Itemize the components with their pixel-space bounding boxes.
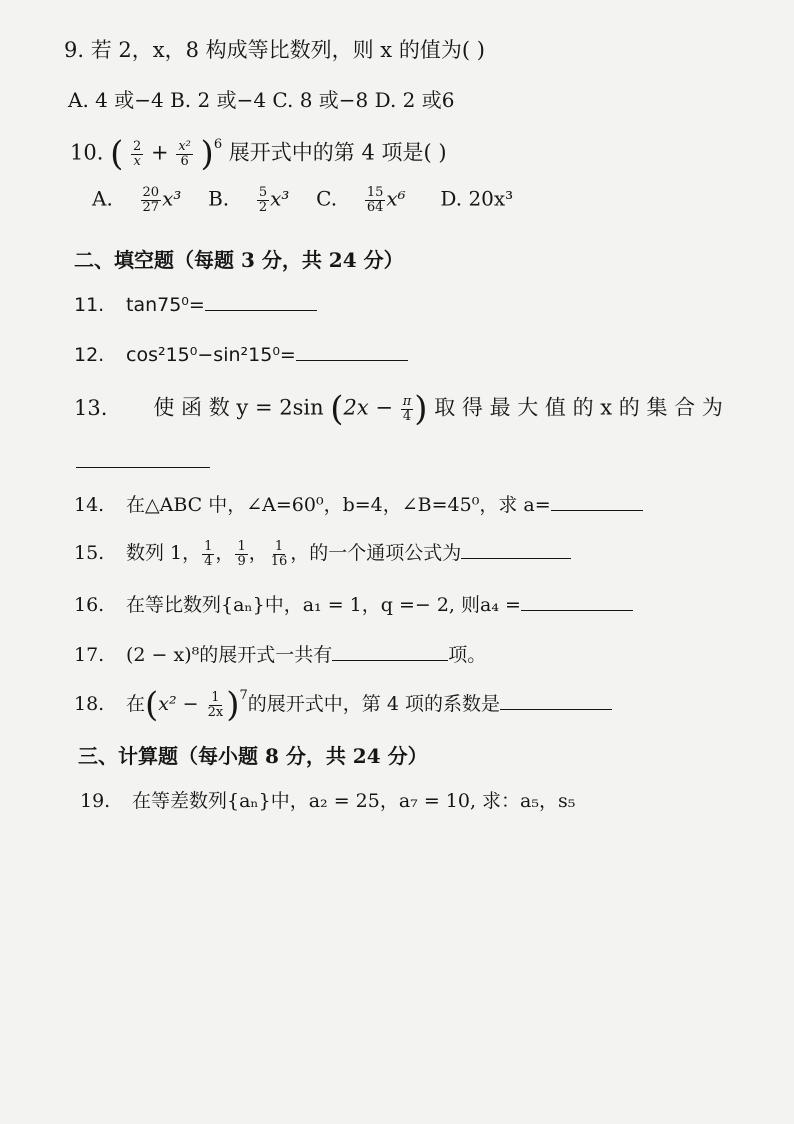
left-paren: ( <box>110 134 124 174</box>
fraction-1-over-4 <box>202 540 214 568</box>
section-3-heading: 三、计算题（每小题 8 分，共 24 分） <box>78 744 428 768</box>
question-18 <box>74 685 612 725</box>
question-17-suffix: 项。 <box>448 644 487 666</box>
numerator: 1 <box>204 539 213 554</box>
exponent: 6 <box>213 137 223 152</box>
exponent: 7 <box>239 688 248 703</box>
section-2-heading: 二、填空题（每题 3 分，共 24 分） <box>74 248 404 272</box>
question-19-number: 19. <box>80 790 111 812</box>
answer-blank[interactable] <box>551 509 643 511</box>
numerator: 15 <box>366 185 384 200</box>
denominator: 2x <box>207 704 224 720</box>
answer-blank[interactable] <box>296 359 408 361</box>
option-c-term: x⁶ <box>386 186 406 211</box>
denominator: 6 <box>180 153 189 169</box>
option-b-term: x³ <box>270 186 290 211</box>
question-17 <box>74 644 486 667</box>
numerator: 20 <box>142 185 160 200</box>
denominator: 64 <box>366 199 384 215</box>
numerator: 2 <box>133 138 142 154</box>
option-b-fraction <box>257 186 269 214</box>
question-10-number: 10. <box>70 140 104 165</box>
question-13-function: 使 函 数 y = 2sin <box>153 395 324 420</box>
question-16-text: 在等比数列{aₙ}中，a₁ = 1，q =− 2, 则a₄ = <box>126 594 521 616</box>
denominator: 2 <box>258 199 268 215</box>
question-13-text: 取 得 最 大 值 的 x 的 集 合 为 <box>434 395 723 420</box>
question-14-text: 在△ABC 中，∠A=60⁰，b=4，∠B=45⁰，求 a= <box>126 494 551 516</box>
answer-blank[interactable] <box>500 708 612 710</box>
question-19 <box>80 790 575 813</box>
left-paren: ( <box>330 389 344 429</box>
question-18-prefix: 在 <box>126 693 146 715</box>
denominator: 16 <box>270 553 288 569</box>
denominator: 4 <box>204 553 213 569</box>
option-a-fraction <box>141 186 162 214</box>
numerator: π <box>402 393 412 409</box>
question-14 <box>74 494 643 517</box>
answer-blank[interactable] <box>521 609 633 611</box>
question-12-number: 12. <box>74 344 105 366</box>
question-19-text: 在等差数列{aₙ}中，a₂ = 25，a₇ = 10, 求：a₅，s₅ <box>132 790 576 812</box>
fraction-x2-over-6 <box>176 140 193 168</box>
option-c-label: C. <box>316 186 338 211</box>
answer-blank[interactable] <box>461 557 571 559</box>
question-18-text: 的展开式中，第 4 项的系数是 <box>247 693 500 715</box>
numerator: 1 <box>274 539 284 554</box>
option-c-fraction <box>365 186 386 214</box>
answer-blank[interactable] <box>205 309 317 311</box>
denominator: x <box>133 153 141 169</box>
fraction-1-over-2x <box>206 691 226 719</box>
question-10-stem <box>70 134 447 174</box>
question-13-number: 13. <box>74 395 108 420</box>
question-18-number: 18. <box>74 693 105 715</box>
fraction-2-over-x <box>131 140 143 168</box>
right-paren: ) <box>414 389 428 429</box>
question-16-number: 16. <box>74 594 105 616</box>
question-10-options <box>92 186 513 214</box>
option-b-label: B. <box>208 186 230 211</box>
question-14-number: 14. <box>74 494 105 516</box>
question-15-number: 15. <box>74 542 105 565</box>
question-13 <box>74 389 723 429</box>
question-18-term: x² − <box>158 693 199 715</box>
numerator: 1 <box>237 539 246 554</box>
fraction-1-over-9 <box>235 540 247 568</box>
denominator: 4 <box>402 408 412 424</box>
fraction-pi-over-4 <box>401 395 414 423</box>
option-d: D. 20x³ <box>440 186 514 211</box>
left-paren: ( <box>145 685 159 725</box>
right-paren: ) <box>226 685 240 725</box>
question-9-stem: 9. 若 2，x，8 构成等比数列，则 x 的值为( ) <box>64 38 485 62</box>
denominator: 27 <box>142 199 160 215</box>
question-9-options: A. 4 或−4 B. 2 或−4 C. 8 或−8 D. 2 或6 <box>68 88 455 112</box>
question-15-prefix: 数列 1， <box>126 542 202 565</box>
question-17-text: (2 − x)⁸的展开式一共有 <box>126 644 333 666</box>
question-13-answer-blank[interactable] <box>76 467 210 468</box>
question-13-argument: 2x − <box>343 395 394 420</box>
numerator: x² <box>178 138 191 154</box>
plus-sign: + <box>151 140 169 165</box>
option-a-term: x³ <box>162 186 182 211</box>
question-12 <box>74 344 408 367</box>
right-paren: ) <box>200 134 214 174</box>
question-11 <box>74 294 317 317</box>
question-12-text: cos²15⁰−sin²15⁰= <box>126 344 296 366</box>
question-15-text: ，的一个通项公式为 <box>290 542 462 565</box>
answer-blank[interactable] <box>332 659 448 661</box>
question-11-text: tan75⁰= <box>126 294 205 316</box>
option-a-label: A. <box>92 186 113 211</box>
question-17-number: 17. <box>74 644 105 666</box>
denominator: 9 <box>237 553 246 569</box>
question-16 <box>74 594 633 617</box>
numerator: 1 <box>211 689 220 705</box>
question-15: 15. 数列 1， $\frac{1}{4}$ ， $\frac{1}{9}$ ， $\frac{1}{16}$ ，的一个通项公式为 <box>74 540 571 568</box>
fraction-1-over-16 <box>269 540 290 568</box>
numerator: 5 <box>258 185 268 200</box>
question-10-text: 展开式中的第 4 项是( ) <box>228 140 447 165</box>
question-11-number: 11. <box>74 294 105 316</box>
